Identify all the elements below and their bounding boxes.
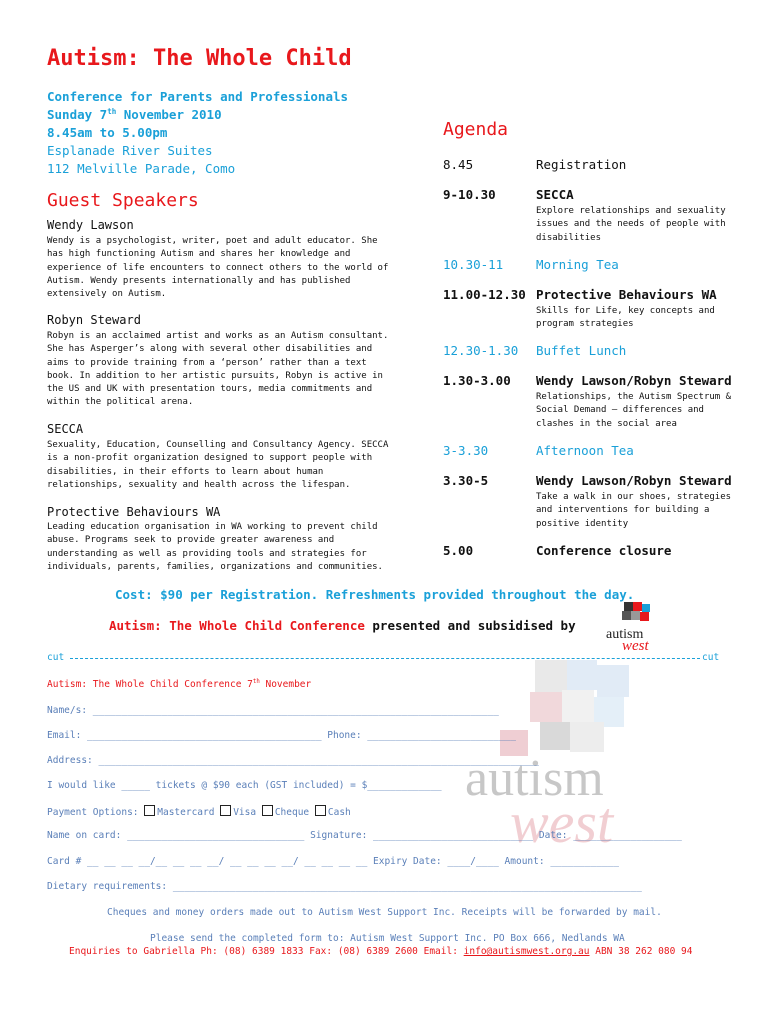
svg-text:west: west — [622, 638, 649, 652]
agenda-item: SECCA — [536, 187, 574, 202]
agenda-item: Buffet Lunch — [536, 343, 627, 358]
agenda-time: 3-3.30 — [443, 443, 489, 458]
card-signature-field[interactable]: Name on card: _______________________________ Signature: ____________________________ Date: ___________________ — [47, 830, 682, 841]
visa-checkbox[interactable] — [220, 805, 231, 816]
dietary-field[interactable]: Dietary requirements: __________________________________________________________________________________ — [47, 881, 642, 892]
address-field[interactable]: Address: _____________________________________________________________________________ — [47, 755, 539, 766]
agenda-time: 12.30-1.30 — [443, 343, 519, 358]
speakers-heading: Guest Speakers — [47, 190, 199, 211]
cost-line: Cost: $90 per Registration. Refreshments provided throughout the day. — [115, 587, 635, 602]
page-title: Autism: The Whole Child — [47, 46, 352, 71]
agenda-item: Registration — [536, 157, 627, 172]
cash-label: Cash — [327, 807, 351, 818]
conference-date: Sunday 7th November 2010 — [47, 107, 222, 123]
agenda-desc: Relationships, the Autism Spectrum & Social Demand – differences and clashes in the social area — [536, 392, 732, 429]
speaker-bio: Sexuality, Education, Counselling and Consultancy Agency. SECCA is a non-profit organization designed to support people with disabilities, in their efforts to learn about human relationships, sexuality and health across the lifespan. — [47, 440, 389, 490]
cut-label-right: cut — [702, 652, 720, 663]
card-number-field[interactable]: Card # __ __ __ __/__ __ __ __/ __ __ __ __/ __ __ __ __ Expiry Date: ____/____ Amount: ____________ — [47, 856, 619, 867]
payment-options — [47, 805, 351, 818]
agenda-time: 10.30-11 — [443, 257, 504, 272]
agenda-desc: Take a walk in our shoes, strategies and interventions for building a positive identity — [536, 492, 732, 529]
cut-label-left: cut — [47, 652, 65, 663]
speaker-name: SECCA — [47, 422, 84, 436]
speaker-bio: Leading education organisation in WA working to prevent child abuse. Programs seek to provide greater awareness and understanding as well as providing tools and strategies for individuals, parents, families, organizations and communities. — [47, 522, 383, 572]
enquiries-line: Enquiries to Gabriella Ph: (08) 6389 1833 Fax: (08) 6389 2600 Email: info@autismwest.org.au ABN 38 262 080 94 — [69, 946, 693, 957]
cheque-label: Cheque — [274, 807, 310, 818]
names-field[interactable]: Name/s: _______________________________________________________________________ — [47, 705, 499, 716]
cheques-note: Cheques and money orders made out to Autism West Support Inc. Receipts will be forwarded by mail. — [107, 907, 662, 918]
visa-label: Visa — [233, 807, 257, 818]
mastercard-label: Mastercard — [157, 807, 215, 818]
agenda-desc: Skills for Life, key concepts and program strategies — [536, 306, 715, 330]
agenda-item: Conference closure — [536, 543, 672, 558]
cheque-checkbox[interactable] — [262, 805, 273, 816]
presented-line: Autism: The Whole Child Conference presented and subsidised by — [109, 618, 576, 633]
agenda-item: Morning Tea — [536, 257, 619, 272]
send-note: Please send the completed form to: Autism West Support Inc. PO Box 666, Nedlands WA — [150, 933, 625, 944]
speaker-bio: Robyn is an acclaimed artist and works as an Autism consultant. She has Asperger’s along with several other disabilities and aims to provide training from a ‘person’ rather than a text book. In addition to her artistic pursuits, Robyn is active in the US and UK with presentation tours, media commitments and within the political arena. — [47, 331, 389, 408]
email-link[interactable]: info@autismwest.org.au — [463, 946, 590, 957]
cut-line — [70, 658, 700, 659]
agenda-item: Protective Behaviours WA — [536, 287, 717, 302]
agenda-item: Afternoon Tea — [536, 443, 634, 458]
tickets-field[interactable]: I would like _____ tickets @ $90 each (GST included) = $_____________ — [47, 780, 442, 791]
speaker-name: Protective Behaviours WA — [47, 505, 221, 519]
agenda-time: 1.30-3.00 — [443, 373, 511, 388]
form-heading: Autism: The Whole Child Conference 7th November — [47, 679, 312, 691]
autism-west-logo — [604, 600, 664, 652]
agenda-time: 5.00 — [443, 543, 474, 558]
svg-text:autism: autism — [465, 750, 604, 807]
agenda-heading: Agenda — [443, 119, 509, 140]
agenda-item: Wendy Lawson/Robyn Steward — [536, 373, 732, 388]
svg-text:west: west — [510, 790, 614, 850]
agenda-item: Wendy Lawson/Robyn Steward — [536, 473, 732, 488]
conference-venue: Esplanade River Suites — [47, 143, 213, 158]
conference-subtitle: Conference for Parents and Professionals — [47, 89, 349, 104]
agenda-time: 9-10.30 — [443, 187, 496, 202]
speaker-name: Wendy Lawson — [47, 218, 134, 232]
email-phone-field[interactable]: Email: _________________________________________ Phone: __________________________ — [47, 730, 516, 741]
conference-time: 8.45am to 5.00pm — [47, 125, 168, 140]
speaker-bio: Wendy is a psychologist, writer, poet and adult educator. She has high functioning Autism and shares her knowledge and experience of life encounters to connect others to the world of Autism. Wendy presents internationally and has published extensively on Autism. — [47, 236, 389, 300]
agenda-time: 11.00-12.30 — [443, 287, 526, 302]
agenda-time: 3.30-5 — [443, 473, 489, 488]
conference-address: 112 Melville Parade, Como — [47, 161, 236, 176]
agenda-time: 8.45 — [443, 157, 474, 172]
agenda-desc: Explore relationships and sexuality issues and the needs of people with disabilities — [536, 206, 726, 243]
speaker-name: Robyn Steward — [47, 313, 141, 327]
payment-label: Payment Options: — [47, 807, 139, 818]
svg-text:autism: autism — [606, 627, 644, 642]
mastercard-checkbox[interactable] — [144, 805, 155, 816]
cash-checkbox[interactable] — [315, 805, 326, 816]
